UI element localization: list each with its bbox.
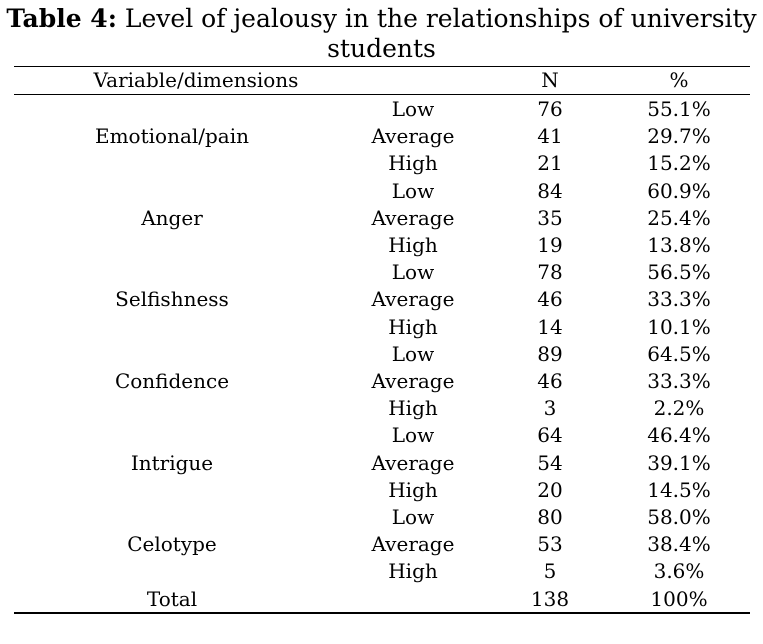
row-level: High: [388, 559, 438, 584]
row-percent: 25.4%: [647, 205, 711, 230]
row-n: 21: [537, 151, 563, 176]
row-percent: 33.3%: [647, 369, 711, 393]
row-percent: 38.4%: [647, 532, 711, 557]
row-level: Average: [371, 450, 455, 475]
row-n: 64: [537, 423, 563, 448]
row-percent: 2.2%: [653, 396, 705, 421]
row-level: High: [388, 151, 438, 176]
row-percent: 46.4%: [647, 423, 711, 448]
row-level: Low: [391, 178, 435, 203]
row-level: Low: [391, 97, 435, 121]
row-n: 80: [537, 505, 563, 529]
row-percent: 60.9%: [647, 178, 711, 203]
row-level: Low: [391, 341, 435, 366]
dimension-label: Celotype: [127, 532, 217, 557]
row-n: 20: [537, 477, 563, 502]
total-n: 138: [530, 586, 570, 611]
row-level: Average: [371, 124, 455, 149]
dimension-label: Anger: [141, 205, 203, 230]
row-percent: 3.6%: [653, 559, 705, 584]
row-level: High: [388, 477, 438, 502]
row-level: High: [388, 233, 438, 257]
row-n: 54: [537, 450, 563, 475]
total-percent: 100%: [650, 586, 708, 611]
caption-label: Table 4:: [6, 4, 117, 33]
row-n: 5: [543, 559, 557, 584]
row-n: 41: [537, 124, 563, 149]
row-level: Average: [371, 532, 455, 557]
row-percent: 58.0%: [647, 505, 711, 529]
row-n: 46: [537, 287, 563, 312]
row-n: 78: [537, 260, 563, 285]
row-n: 3: [543, 396, 557, 421]
dimension-label: Emotional/pain: [94, 124, 250, 149]
row-level: Low: [391, 505, 435, 529]
row-percent: 29.7%: [647, 124, 711, 149]
row-n: 53: [537, 532, 563, 557]
row-percent: 56.5%: [647, 260, 711, 285]
row-n: 76: [537, 97, 563, 121]
header-n: N: [541, 68, 559, 92]
dimension-label: Selfishness: [115, 287, 229, 312]
row-n: 14: [537, 314, 563, 339]
row-percent: 15.2%: [647, 151, 711, 176]
row-level: High: [388, 314, 438, 339]
row-level: Average: [371, 287, 455, 312]
row-n: 84: [537, 178, 563, 203]
row-level: Low: [391, 260, 435, 285]
table-header-rule: [14, 94, 750, 95]
caption-line-2: students: [327, 34, 436, 63]
row-percent: 39.1%: [647, 450, 711, 475]
header-variable: Variable/dimensions: [93, 68, 299, 92]
row-level: High: [388, 396, 438, 421]
dimension-label: Intrigue: [130, 450, 214, 475]
row-percent: 55.1%: [647, 97, 711, 121]
row-level: Average: [371, 205, 455, 230]
caption-text: Level of jealousy in the relationships of university: [116, 4, 757, 33]
row-level: Low: [391, 423, 435, 448]
total-label: Total: [146, 586, 198, 611]
table-caption: [0, 4, 763, 64]
row-percent: 64.5%: [647, 341, 711, 366]
row-n: 46: [537, 369, 563, 393]
header-percent: %: [669, 68, 689, 92]
row-percent: 14.5%: [647, 477, 711, 502]
row-percent: 13.8%: [647, 233, 711, 257]
dimension-label: Confidence: [114, 369, 230, 393]
row-n: 35: [537, 205, 563, 230]
row-percent: 33.3%: [647, 287, 711, 312]
row-n: 89: [537, 341, 563, 366]
row-level: Average: [371, 369, 455, 393]
caption-line-1: [0, 4, 763, 34]
row-percent: 10.1%: [647, 314, 711, 339]
row-n: 19: [537, 233, 563, 257]
